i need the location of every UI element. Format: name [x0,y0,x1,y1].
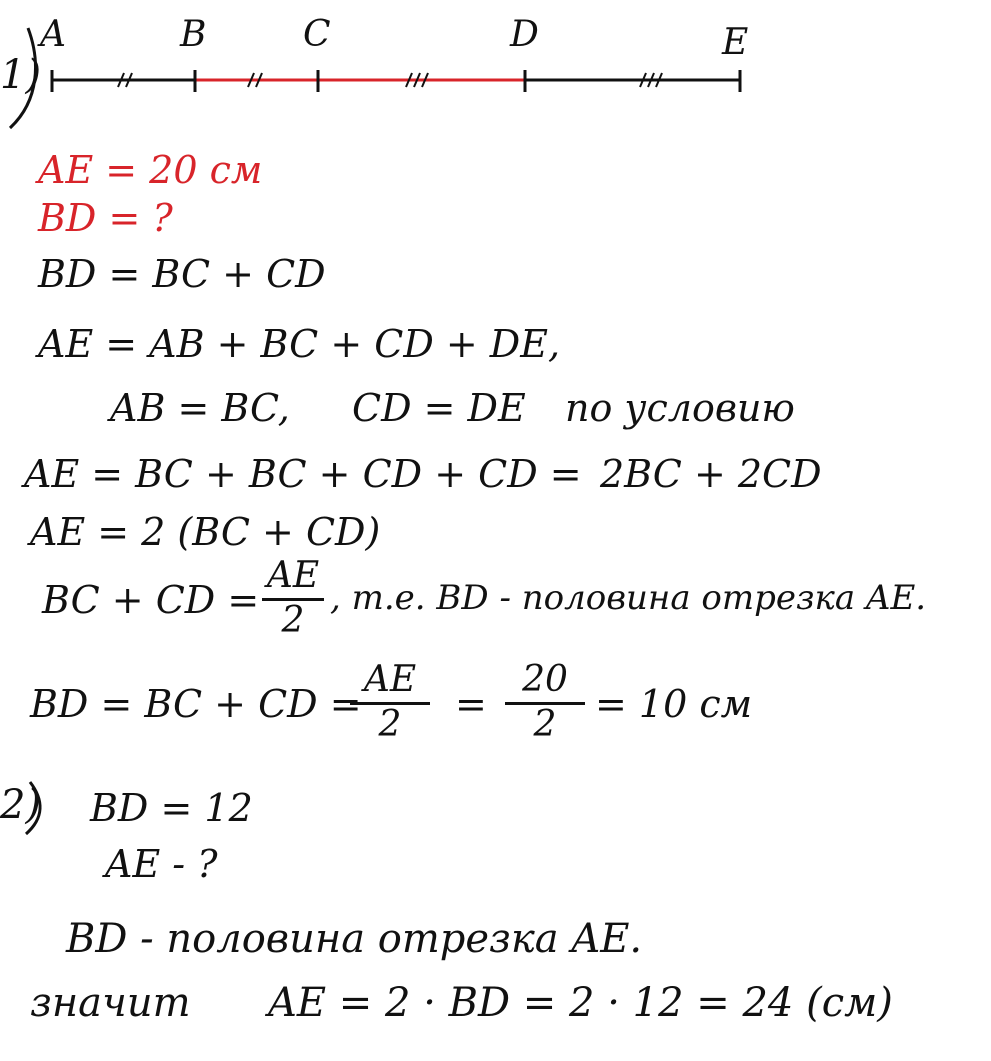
eq6-rest: , т.е. BD - половина отрезка AE. [330,578,927,618]
therefore-word: значит [30,980,191,1026]
point-label-b: B [180,14,207,55]
given-bd: BD = 12 [90,786,253,830]
fraction-numerator: AE [363,659,417,700]
by-condition-note: по условию [565,386,795,430]
eq-ae-doubled: 2BC + 2CD [600,452,822,496]
bd-half-statement: BD - половина отрезка AE. [66,916,643,962]
hash-de [640,73,662,87]
eq-ae-result: AE = 2 · BD = 2 · 12 = 24 (см) [268,980,893,1026]
eq7-equals: = [455,682,487,726]
eq6-lhs: BC + CD = [42,578,260,622]
eq7-result: = 10 см [595,682,753,726]
problem2-number: 2) [0,782,42,828]
given-ae: AE = 20 см [38,148,263,192]
fraction-denominator: 2 [281,600,305,641]
hash-cd [406,73,428,87]
eq7-lhs: BD = BC + CD = [30,682,362,726]
point-label-e: E [722,22,749,63]
point-label-c: C [303,14,331,55]
fraction-ae-over-2-b [350,660,430,745]
eq-ab-bc: AB = BC, [110,386,290,430]
eq-ae-sum: AE = AB + BC + CD + DE, [38,322,561,366]
fraction-numerator: AE [266,555,320,596]
eq-ae-expanded: AE = BC + BC + CD + CD = [24,452,582,496]
point-label-d: D [510,14,539,55]
eq-ae-factored: AE = 2 (BC + CD) [30,510,381,554]
find-ae: AE - ? [105,842,218,886]
point-label-a: A [40,14,66,55]
fraction-denominator: 2 [378,704,402,745]
fraction-denominator: 2 [533,704,557,745]
eq-bd-sum: BD = BC + CD [38,252,326,296]
problem1-number: 1) [0,52,42,98]
fraction-ae-over-2 [262,556,324,641]
fraction-20-over-2 [505,660,585,745]
fraction-numerator: 20 [522,659,568,700]
eq-cd-de: CD = DE [352,386,526,430]
find-bd: BD = ? [38,196,173,240]
